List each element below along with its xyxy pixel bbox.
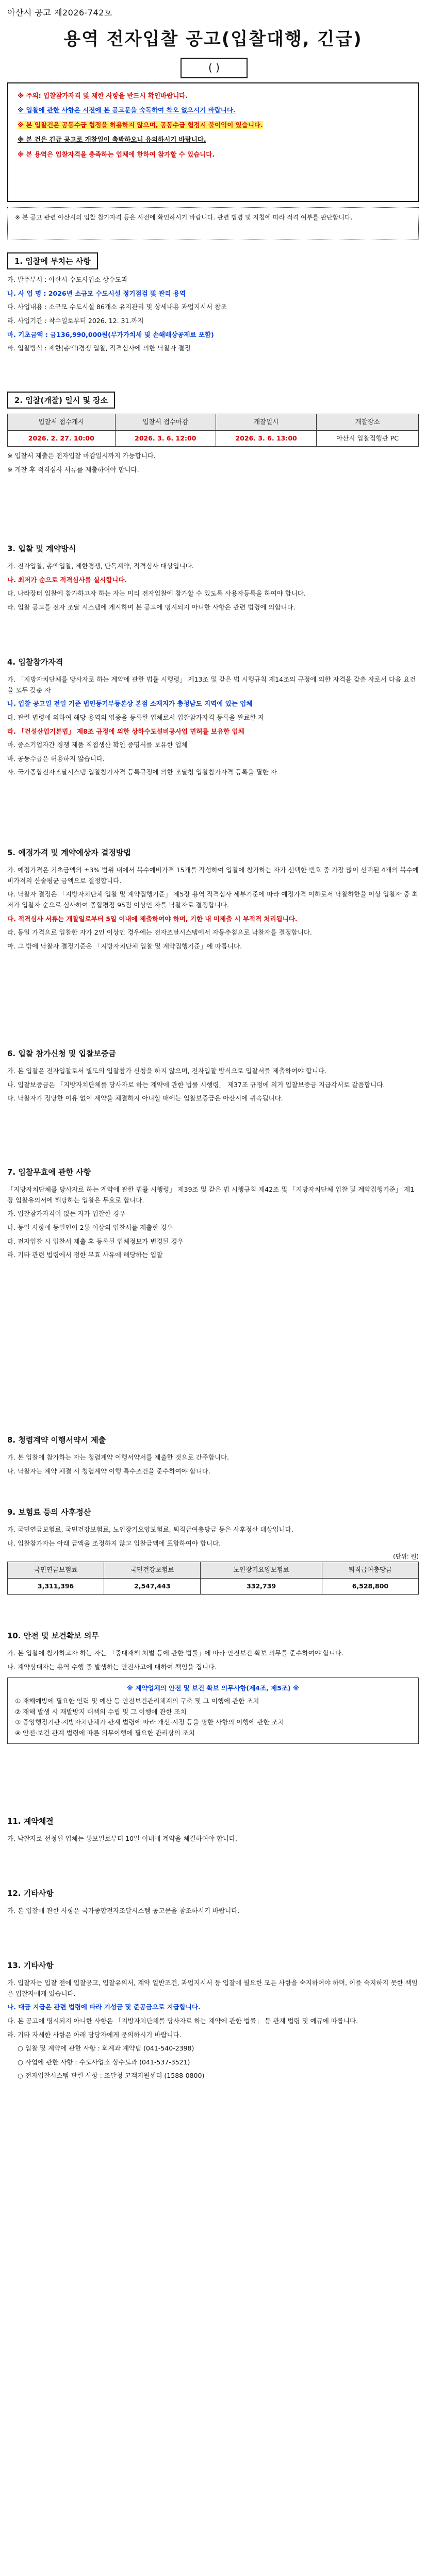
list-item: 나. 최저가 순으로 적격심사를 실시합니다.	[7, 575, 127, 584]
list-item: ③ 중앙행정기관·지방자치단체가 관계 법령에 따라 개선·시정 등을 명한 사항의 이행에 관한 조치	[15, 1718, 284, 1726]
list-item: 가. 본 입찰에 관한 사항은 국가종합전자조달시스템 공고문을 참조하시기 바랍니다.	[7, 1907, 240, 1914]
warning-line: ※ 본 입찰건은 공동수급 협정을 허용하지 않으며, 공동수급 협정시 불이익이 있습니다.	[18, 121, 263, 129]
section-heading: 4. 입찰참가자격	[7, 654, 63, 669]
section-11	[7, 1814, 419, 1848]
list-item: 가. 입찰참가자격이 없는 자가 입찰한 경우	[7, 1210, 126, 1218]
warning-line: ※ 입찰에 관한 사항은 시전에 본 공고문을 숙독하여 착오 없으시기 바랍니다.	[18, 106, 236, 114]
list-item: ④ 안전·보건 관계 법령에 따른 의무이행에 필요한 관리상의 조치	[15, 1728, 195, 1737]
list-item: ※ 개찰 후 적격심사 서류를 제출하여야 합니다.	[7, 465, 139, 473]
list-item: 바. 공동수급은 허용하지 않습니다.	[7, 754, 105, 762]
section-heading: 7. 입찰무효에 관한 사항	[7, 1164, 91, 1179]
table-header: 국민건강보험료	[104, 1562, 201, 1579]
table-header: 개찰장소	[317, 414, 419, 431]
table-header: 입찰서 접수개시	[8, 414, 116, 431]
list-item: 가. 본 입찰에 참가하고자 하는 자는 「중대재해 처벌 등에 관한 법률」에 따라 안전보건 확보 의무를 준수하여야 합니다.	[7, 1649, 343, 1657]
list-item: 가. 본 입찰에 참가하는 자는 청렴계약 이행서약서를 제출한 것으로 간주합니다.	[7, 1453, 230, 1461]
section-7	[7, 1164, 419, 1264]
list-item: 라. 사업기간 : 착수일로부터 2026. 12. 31.까지	[7, 316, 144, 325]
list-item: 마. 중소기업자간 경쟁 제품 직접생산 확인 증명서를 보유한 업체	[7, 741, 188, 749]
insurance-table	[7, 1562, 419, 1595]
list-item: 가. 「지방자치단체를 당사자로 하는 계약에 관한 법률 시행령」 제13조 및 같은 법 시행규칙 제14조의 규정에 의한 자격을 갖춘 자로서 다음 요건을 모두 갖춘 자	[7, 675, 416, 694]
section-heading: 13. 기타사항	[7, 1958, 54, 1973]
list-item: 가. 본 입찰은 전자입찰로서 별도의 입찰참가 신청을 하지 않으며, 전자입찰 방식으로 입찰서를 제출하여야 합니다.	[7, 1067, 327, 1075]
list-item: 다. 적격심사 서류는 개찰일로부터 5일 이내에 제출하여야 하며, 기한 내 미제출 시 부적격 처리됩니다.	[7, 914, 298, 923]
section-heading: 12. 기타사항	[7, 1886, 54, 1901]
table-header: 노인장기요양보험료	[201, 1562, 322, 1579]
warning-line: ※ 본 건은 긴급 공고로 개찰일이 촉박하오니 유의하시기 바랍니다.	[18, 135, 206, 144]
list-item: 나. 계약상대자는 용역 수행 중 발생하는 안전사고에 대하여 책임을 집니다.	[7, 1663, 217, 1671]
section-6	[7, 1046, 419, 1107]
list-item: 라. 동일 가격으로 입찰한 자가 2인 이상인 경우에는 전자조달시스템에서 자동추첨으로 낙찰자를 결정합니다.	[7, 928, 312, 937]
list-item: 가. 입찰자는 입찰 전에 입찰공고, 입찰유의서, 계약 일반조건, 과업지시서 등 입찰에 필요한 모든 사항을 숙지하여야 하며, 이를 숙지하지 못한 책임은 입찰자에게 있습니다.	[7, 1979, 418, 1997]
section-heading: 3. 입찰 및 계약방식	[7, 541, 76, 556]
list-item: 나. 낙찰자 결정은 「지방자치단체 입찰 및 계약집행기준」 제5장 용역 적격심사 세부기준에 따라 예정가격 이하로서 낙찰하한율 이상 입찰자 중 최저가 입찰자 순으로 심사하여 종합평점 95점 이상인 자를 낙찰자로 결정합니다.	[7, 890, 418, 909]
contact-line: ○ 전자입찰시스템 관련 사항 : 조달청 고객지원센터 (1588-0800)	[18, 2072, 205, 2080]
list-item: 「지방자치단체를 당사자로 하는 계약에 관한 법률 시행령」 제39조 및 같은 법 시행규칙 제42조 및 「지방자치단체 입찰 및 계약집행기준」 제1장 입찰유의서에 해당하는 입찰은 무효로 합니다.	[7, 1185, 415, 1204]
list-item: 다. 사업내용 : 소규모 수도시설 86개소 유지관리 및 상세내용 과업지시서 참조	[7, 303, 227, 311]
list-item: 라. 기타 관련 법령에서 정한 무효 사유에 해당하는 입찰	[7, 1251, 163, 1259]
table-header: 국민연금보험료	[8, 1562, 104, 1579]
list-item: 가. 국민연금보험료, 국민건강보험료, 노인장기요양보험료, 퇴직급여충당금 등은 사후정산 대상입니다.	[7, 1526, 293, 1533]
warning-box	[7, 82, 419, 202]
list-item: 가. 낙찰자로 선정된 업체는 통보일로부터 10일 이내에 계약을 체결하여야 합니다.	[7, 1835, 238, 1842]
section-heading: 9. 보험료 등의 사후정산	[7, 1504, 91, 1519]
table-row: 2026. 2. 27. 10:00 2026. 3. 6. 12:00 2026. 3. 6. 13:00 아산시 입찰집행관 PC	[8, 430, 419, 447]
list-item: 사. 국가종합전자조달시스템 입찰참가자격 등록규정에 의한 조달청 입찰참가자격 등록을 필한 자	[7, 768, 277, 776]
section-heading: 6. 입찰 참가신청 및 입찰보증금	[7, 1046, 116, 1061]
warning-line: ※ 본 용역은 입찰자격을 충족하는 업체에 한하여 참가할 수 있습니다.	[18, 150, 215, 158]
list-item: 마. 기초금액 : 금136,990,000원(부가가치세 및 손해배상공제료 포함)	[7, 330, 214, 338]
list-item: 가. 예정가격은 기초금액의 ±3% 범위 내에서 복수예비가격 15개를 작성하여 입찰에 참가하는 자가 선택한 번호 중 가장 많이 선택된 4개의 복수예비가격의 산술평균 금액으로 결정합니다.	[7, 866, 419, 885]
list-item: 나. 사 업 명 : 2026년 소규모 수도시설 정기점검 및 관리 용역	[7, 289, 186, 297]
table-row: 3,311,396 2,547,443 332,739 6,528,800	[8, 1578, 419, 1595]
list-item: 나. 낙찰자는 계약 체결 시 청렴계약 이행 특수조건을 준수하여야 합니다.	[7, 1467, 210, 1475]
section-heading: 2. 입찰(개찰) 일시 및 장소	[7, 392, 115, 409]
list-item: ※ 입찰서 제출은 전자입찰 마감일시까지 가능합니다.	[7, 452, 156, 460]
list-item: 라. 「건설산업기본법」 제8조 규정에 의한 상하수도설비공사업 면허를 보유한 업체	[7, 727, 244, 735]
section-13	[7, 1958, 419, 2084]
section-2	[7, 392, 419, 479]
contact-line: ○ 입찰 및 계약에 관한 사항 : 회계과 계약팀 (041-540-2398)	[18, 2044, 194, 2053]
list-item: 다. 관련 법령에 의하여 해당 용역의 업종을 등록한 업체로서 입찰참가자격 등록을 완료한 자	[7, 713, 265, 721]
table-header: 퇴직급여충당금	[322, 1562, 418, 1579]
section-8	[7, 1432, 419, 1480]
section-3	[7, 541, 419, 616]
note-box: ※ 본 공고 관련 아산시의 입찰 참가자격 등은 사전에 확인하시기 바랍니다. 관련 법령 및 지침에 따라 적격 여부를 판단합니다.	[7, 207, 419, 240]
unit-label: (단위: 원)	[393, 1553, 419, 1561]
list-item: 바. 입찰방식 : 제한(총액)경쟁 입찰, 적격심사에 의한 낙찰자 결정	[7, 344, 191, 352]
section-heading: 10. 안전 및 보건확보 의무	[7, 1628, 99, 1643]
table-header: 개찰일시	[216, 414, 316, 431]
contact-line: ○ 사업에 관한 사항 : 수도사업소 상수도과 (041-537-3521)	[18, 2058, 190, 2066]
section-heading: 8. 청렴계약 이행서약서 제출	[7, 1432, 106, 1447]
list-item: ② 재해 발생 시 재발방지 대책의 수립 및 그 이행에 관한 조치	[15, 1707, 187, 1716]
section-5	[7, 845, 419, 955]
schedule-table	[7, 414, 419, 447]
list-item: 마. 그 밖에 낙찰자 결정기준은 「지방자치단체 입찰 및 계약집행기준」에 따릅니다.	[7, 942, 242, 950]
section-heading: 5. 예정가격 및 계약예상자 결정방법	[7, 845, 131, 860]
section-4	[7, 654, 419, 781]
table-header: 입찰서 접수마감	[115, 414, 216, 431]
section-12	[7, 1886, 419, 1920]
section-heading: 11. 계약체결	[7, 1814, 54, 1828]
section-9	[7, 1504, 419, 1595]
section-1	[7, 252, 419, 357]
list-item: 라. 입찰 공고를 전자 조달 시스템에 게시하며 본 공고에 명시되지 아니한 사항은 관련 법령에 의합니다.	[7, 603, 296, 611]
list-item: 가. 발주부서 : 아산시 수도사업소 상수도과	[7, 276, 128, 283]
list-item: ① 재해예방에 필요한 인력 및 예산 등 안전보건관리체계의 구축 및 그 이행에 관한 조치	[15, 1697, 259, 1705]
section-heading: 1. 입찰에 부치는 사항	[7, 252, 98, 269]
list-item: 다. 낙찰자가 정당한 이유 없이 계약을 체결하지 아니할 때에는 입찰보증금은 아산시에 귀속됩니다.	[7, 1094, 283, 1103]
list-item: 나. 동일 사항에 동일인이 2통 이상의 입찰서를 제출한 경우	[7, 1223, 173, 1231]
warning-line: ※ 주의: 입찰참가자격 및 제한 사항을 반드시 확인바랍니다.	[18, 92, 188, 99]
page-title: 용역 전자입찰 공고(입찰대행, 긴급)	[63, 29, 363, 49]
list-item: 나. 입찰보증금은 「지방자치단체를 당사자로 하는 계약에 관한 법률 시행령」 제37조 규정에 의거 입찰보증금 지급각서로 갈음합니다.	[7, 1080, 385, 1089]
safety-box-title: ※ 계약업체의 안전 및 보건 확보 의무사항(제4조, 제5조) ※	[126, 1684, 300, 1692]
list-item: 다. 본 공고에 명시되지 아니한 사항은 「지방자치단체를 당사자로 하는 계약에 관한 법률」 등 관계 법령 및 예규에 따릅니다.	[7, 2016, 358, 2025]
list-item: 나. 대금 지급은 관련 법령에 따라 기성금 및 준공금으로 지급합니다.	[7, 2003, 201, 2011]
paren-box: ( )	[181, 58, 248, 78]
list-item: 라. 기타 자세한 사항은 아래 담당자에게 문의하시기 바랍니다.	[7, 2030, 182, 2039]
list-item: 나. 입찰 공고일 전일 기준 법인등기부등본상 본점 소재지가 충청남도 지역에 있는 업체	[7, 700, 253, 708]
notice-number: 아산시 공고 제2026-742호	[7, 8, 112, 18]
section-10	[7, 1628, 419, 1749]
list-item: 나. 입찰참가자는 아래 금액을 조정하지 않고 입찰금액에 포함하여야 합니다.	[7, 1539, 221, 1547]
list-item: 다. 전자입찰 시 입찰서 제출 후 등록된 업체정보가 변경된 경우	[7, 1237, 184, 1245]
list-item: 다. 나라장터 입찰에 참가하고자 하는 자는 미리 전자입찰에 참가할 수 있도록 사용자등록을 하여야 합니다.	[7, 589, 306, 598]
safety-box	[7, 1677, 419, 1744]
list-item: 가. 전자입찰, 총액입찰, 제한경쟁, 단독계약, 적격심사 대상입니다.	[7, 562, 194, 570]
